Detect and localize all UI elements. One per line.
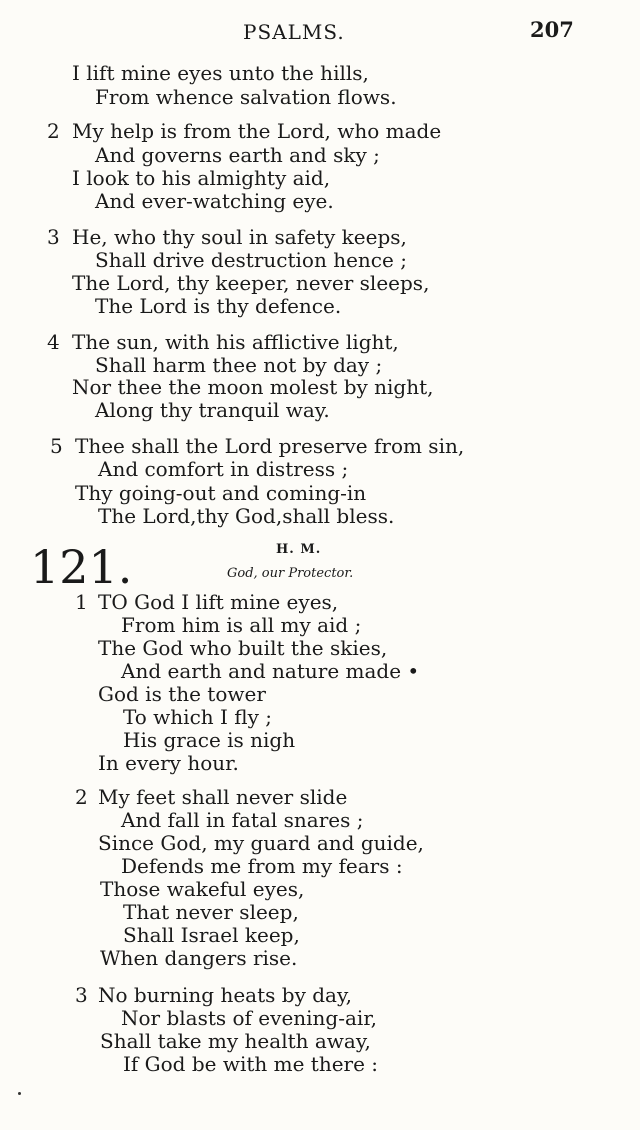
verse-line: If God be with me there : [123, 1052, 379, 1076]
verse-line: In every hour. [98, 751, 239, 775]
verse-line: Nor blasts of evening-air, [121, 1006, 378, 1030]
verse-line: And governs earth and sky ; [95, 143, 380, 167]
verse-line: Thee shall the Lord preserve from sin, [75, 434, 465, 458]
verse-line: Defends me from my fears : [121, 854, 403, 878]
verse-line: And fall in fatal snares ; [121, 808, 364, 832]
verse-line: Since God, my guard and guide, [98, 831, 424, 855]
verse-line: And ever-watching eye. [95, 189, 334, 213]
page-number: 207 [530, 17, 574, 42]
verse-line: The God who built the skies, [98, 636, 388, 660]
hymn-meter: H. M. [276, 542, 322, 557]
verse-line: When dangers rise. [100, 946, 298, 970]
ink-speck [18, 1092, 21, 1095]
verse-line: Shall drive destruction hence ; [95, 248, 407, 272]
stanza-number: 2 [75, 785, 88, 809]
verse-line: I look to his almighty aid, [72, 166, 331, 190]
verse-line: From him is all my aid ; [121, 613, 362, 637]
verse-line: My help is from the Lord, who made [72, 119, 442, 143]
hymn-number: 121. [30, 540, 133, 594]
verse-line: His grace is nigh [123, 728, 296, 752]
verse-line: And comfort in distress ; [98, 457, 349, 481]
verse-line: The Lord is thy defence. [95, 294, 342, 318]
verse-line: God is the tower [98, 682, 266, 706]
verse-line: From whence salvation flows. [95, 85, 397, 109]
verse-line: That never sleep, [123, 900, 299, 924]
stanza-number: 2 [47, 119, 60, 143]
verse-line: Shall harm thee not by day ; [95, 353, 383, 377]
verse-line: Shall take my health away, [100, 1029, 371, 1053]
verse-line: My feet shall never slide [98, 785, 348, 809]
verse-line: Along thy tranquil way. [95, 398, 330, 422]
stanza-number: 4 [47, 330, 60, 354]
verse-line: Thy going-out and coming-in [75, 481, 367, 505]
verse-line: No burning heats by day, [98, 983, 352, 1007]
verse-line: TO God I lift mine eyes, [98, 590, 339, 614]
verse-line: I lift mine eyes unto the hills, [72, 61, 369, 85]
verse-line: And earth and nature made • [121, 659, 420, 683]
verse-line: The Lord, thy keeper, never sleeps, [72, 271, 430, 295]
verse-line: Those wakeful eyes, [100, 877, 305, 901]
verse-line: Shall Israel keep, [123, 923, 300, 947]
verse-line: The Lord,thy God,shall bless. [98, 504, 395, 528]
stanza-number: 1 [75, 590, 88, 614]
stanza-number: 3 [75, 983, 88, 1007]
running-title: PSALMS. [243, 20, 345, 44]
stanza-number: 3 [47, 225, 60, 249]
hymn-subtitle: God, our Protector. [227, 566, 354, 581]
verse-line: Nor thee the moon molest by night, [72, 375, 434, 399]
verse-line: He, who thy soul in safety keeps, [72, 225, 407, 249]
verse-line: To which I fly ; [123, 705, 273, 729]
verse-line: The sun, with his afflictive light, [72, 330, 399, 354]
stanza-number: 5 [50, 434, 63, 458]
